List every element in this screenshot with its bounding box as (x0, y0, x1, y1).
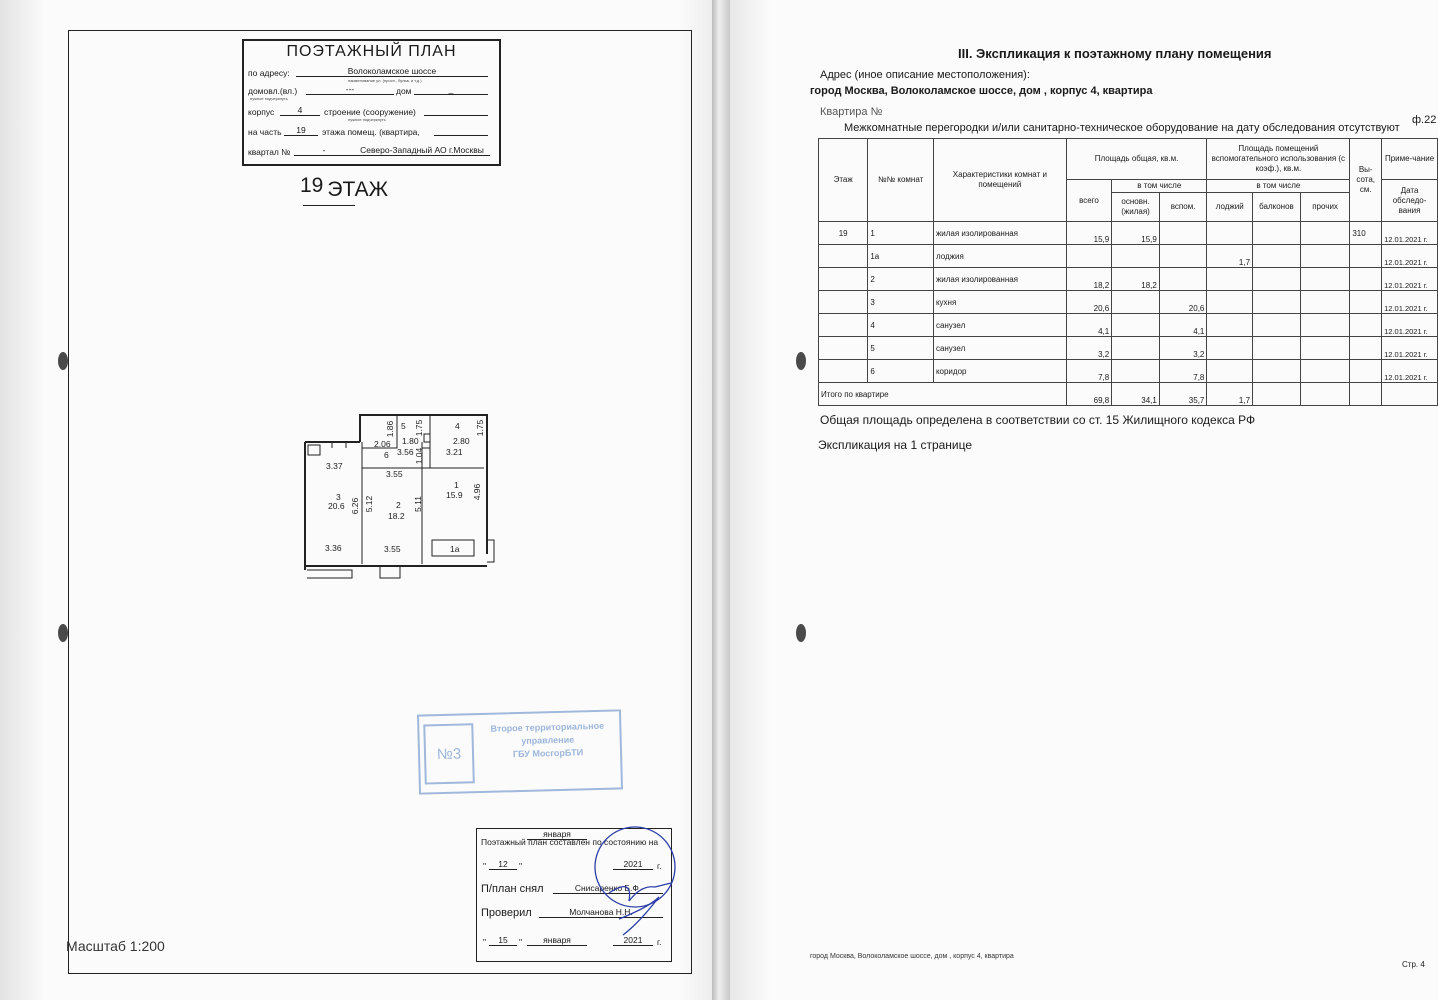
table-cell-floor (819, 291, 868, 314)
floor-word: ЭТАЖ (327, 178, 388, 201)
part-tail (434, 125, 488, 136)
status-block (476, 828, 672, 962)
floor-underline (303, 205, 355, 206)
table-cell-no: 5 (868, 337, 934, 360)
total-cell-main: 34,1 (1112, 383, 1160, 406)
binder-hole (796, 352, 806, 370)
took-value: Снисаренко Б.Ф. (553, 883, 663, 894)
table-cell-no: 4 (868, 314, 934, 337)
plan-balcony (307, 570, 352, 578)
plan-label: 1.04 (414, 447, 424, 465)
plan-label: 5.11 (413, 496, 423, 512)
col-header: Вы-сота, см. (1350, 139, 1382, 222)
floor-number: 19 (300, 174, 324, 197)
table-cell-balcony (1253, 268, 1301, 291)
kvartal-value: - (294, 145, 354, 156)
plan-label: 2 (396, 500, 401, 510)
table-cell-date: 12.01.2021 г. (1382, 337, 1438, 360)
date1-month: января (527, 829, 587, 840)
date1-day: 12 (489, 859, 517, 870)
title-stamp (242, 39, 501, 166)
col-header: Приме-чание (1382, 139, 1438, 180)
district-value: Северо-Западный АО г.Москвы (354, 145, 490, 156)
col-header: Характеристики комнат и помещений (933, 139, 1066, 222)
domovl-label: домовл.(вл.) (248, 86, 298, 96)
table-cell-balcony (1253, 291, 1301, 314)
total-cell-aux: 35,7 (1159, 383, 1207, 406)
bti-line: ГБУ МосгорБТИ (512, 747, 584, 760)
plan-label: 20.6 (328, 501, 345, 511)
plan-label: 4.96 (472, 483, 482, 501)
plan-label: 1а (450, 544, 460, 554)
table-cell-height (1350, 360, 1382, 383)
plan-label: 6 (384, 450, 389, 460)
part-suffix: этажа помещ. (квартира, (322, 127, 420, 137)
date2-month: января (527, 935, 587, 946)
table-cell-total (1066, 245, 1111, 268)
bti-stamp (417, 709, 623, 794)
table-cell-aux (1159, 245, 1207, 268)
table-cell-no: 6 (868, 360, 934, 383)
table-cell-char: лоджия (933, 245, 1066, 268)
bti-line: управление (521, 734, 575, 746)
table-cell-main (1112, 337, 1160, 360)
table-cell-aux (1159, 222, 1207, 245)
table-cell-floor (819, 337, 868, 360)
table-cell-loggia: 1,7 (1207, 245, 1253, 268)
plan-label: 1.86 (385, 420, 395, 438)
table-cell-floor (819, 360, 868, 383)
address-value: Волоколамское шоссе (296, 66, 488, 77)
page-number: Стр. 4 (1402, 960, 1425, 969)
table-cell-date: 12.01.2021 г. (1382, 222, 1438, 245)
quote: " (483, 861, 487, 871)
plan-label: 5.12 (364, 495, 374, 513)
plan-label: 15.9 (446, 490, 463, 500)
total-label: Итого по квартире (819, 383, 1067, 406)
table-cell-main (1112, 291, 1160, 314)
col-header: лоджий (1207, 193, 1253, 222)
pages-note: Экспликация на 1 странице (818, 438, 973, 452)
plan-label: 2.06 (374, 439, 391, 449)
col-header: Дата обследо-вания (1382, 180, 1438, 222)
table-cell-loggia (1207, 222, 1253, 245)
col-header: прочих (1300, 193, 1350, 222)
total-cell-empty (1253, 383, 1301, 406)
total-cell-empty (1300, 383, 1350, 406)
table-cell-date: 12.01.2021 г. (1382, 245, 1438, 268)
table-cell-aux: 20,6 (1159, 291, 1207, 314)
left-page (0, 0, 712, 1000)
table-cell-floor (819, 268, 868, 291)
table-cell-main (1112, 314, 1160, 337)
table-cell-char: коридор (933, 360, 1066, 383)
plan-label: 18.2 (388, 511, 405, 521)
table-cell-aux (1159, 268, 1207, 291)
quote: " (483, 937, 487, 947)
bti-text (477, 719, 618, 762)
table-cell-date: 12.01.2021 г. (1382, 291, 1438, 314)
address-label: Адрес (иное описание местоположения): (820, 69, 1030, 81)
explication-table (818, 138, 1438, 406)
table-cell-loggia (1207, 360, 1253, 383)
binder-hole (796, 624, 806, 642)
col-header: Этаж (819, 139, 868, 222)
plan-label: 3.55 (386, 469, 403, 479)
table-cell-char: жилая изолированная (933, 268, 1066, 291)
table-cell-loggia (1207, 268, 1253, 291)
table-cell-total: 4,1 (1066, 314, 1111, 337)
part-label: на часть (248, 127, 282, 137)
table-cell-main (1112, 360, 1160, 383)
law-note: Общая площадь определена в соответствии со ст. 15 Жилищного кодекса РФ (820, 413, 1256, 427)
binder-hole (58, 624, 68, 642)
table-cell-height (1350, 337, 1382, 360)
table-cell-total: 15,9 (1066, 222, 1111, 245)
table-cell-balcony (1253, 337, 1301, 360)
took-label: П/план снял (481, 883, 544, 895)
col-header: в том числе (1112, 180, 1207, 193)
domovl-value: --- (306, 84, 394, 95)
floor-plan (302, 412, 498, 580)
plan-label: 3.56 (397, 447, 414, 457)
table-cell-date: 12.01.2021 г. (1382, 360, 1438, 383)
table-cell-height: 310 (1350, 222, 1382, 245)
table-cell-height (1350, 314, 1382, 337)
table-cell-total: 20,6 (1066, 291, 1111, 314)
signature-stamp (589, 823, 685, 963)
table-cell-other (1300, 222, 1350, 245)
table-cell-floor (819, 245, 868, 268)
table-cell-other (1300, 291, 1350, 314)
plan-wall (487, 540, 494, 562)
col-header: Площадь помещений вспомогательного использования (с коэф.), кв.м. (1207, 139, 1350, 180)
table-cell-char: санузел (933, 337, 1066, 360)
address-label: по адресу: (248, 68, 290, 78)
plan-fixture (424, 434, 430, 442)
table-cell-date: 12.01.2021 г. (1382, 314, 1438, 337)
explication-title: III. Экспликация к поэтажному плану помещения (958, 46, 1272, 61)
plan-balcony (380, 566, 400, 578)
table-cell-balcony (1253, 245, 1301, 268)
quote: " (519, 937, 523, 947)
table-cell-date: 12.01.2021 г. (1382, 268, 1438, 291)
table-cell-other (1300, 360, 1350, 383)
plan-label: 3 (336, 492, 341, 502)
table-cell-aux: 3,2 (1159, 337, 1207, 360)
table-cell-other (1300, 245, 1350, 268)
date1-year: 2021 (613, 859, 653, 870)
col-header: в том числе (1207, 180, 1350, 193)
date2-year: 2021 (613, 935, 653, 946)
plan-label: 3.36 (325, 543, 342, 553)
col-header: всего (1066, 180, 1111, 222)
part-value: 19 (284, 125, 318, 136)
table-cell-main: 18,2 (1112, 268, 1160, 291)
dom-value: _ (414, 84, 488, 95)
table-cell-no: 1 (868, 222, 934, 245)
stroenie-label: строение (сооружение) (324, 107, 416, 117)
plan-label: 1.75 (414, 419, 424, 437)
binder-hole (58, 352, 68, 370)
address-hint: наименование ул. (просп., бульв. и т.д.) (348, 78, 422, 83)
table-cell-other (1300, 337, 1350, 360)
table-cell-no: 1а (868, 245, 934, 268)
table-cell-main (1112, 245, 1160, 268)
scale-label: Масштаб 1:200 (66, 938, 165, 954)
stroenie-value (424, 105, 488, 116)
plan-fixture (308, 445, 320, 455)
table-cell-other (1300, 268, 1350, 291)
kvartal-label: квартал № (248, 147, 291, 157)
plan-label: 4 (455, 421, 460, 431)
col-header: Площадь общая, кв.м. (1066, 139, 1207, 180)
korpus-value: 4 (280, 105, 320, 116)
table-cell-balcony (1253, 360, 1301, 383)
bti-number: №3 (423, 723, 475, 784)
table-row (819, 268, 1438, 291)
date2-g: г. (657, 937, 662, 947)
note-line: Межкомнатные перегородки и/или санитарно-техническое оборудование на дату обследования отсутствуют (844, 122, 1400, 134)
table-cell-total: 3,2 (1066, 337, 1111, 360)
plan-label: 3.21 (446, 447, 463, 457)
total-cell-empty (1382, 383, 1438, 406)
plan-label: 3.55 (384, 544, 401, 554)
table-cell-balcony (1253, 222, 1301, 245)
total-cell-loggia: 1,7 (1207, 383, 1253, 406)
floor-heading (300, 174, 388, 202)
footer-address: город Москва, Волоколамское шоссе, дом , корпус 4, квартира (810, 953, 1014, 960)
table-cell-char: санузел (933, 314, 1066, 337)
table-row (819, 245, 1438, 268)
checked-label: Проверил (481, 907, 532, 919)
table-cell-height (1350, 268, 1382, 291)
table-cell-total: 7,8 (1066, 360, 1111, 383)
plan-label: 1.80 (402, 436, 419, 446)
plan-label: 6.26 (350, 497, 360, 515)
total-cell-empty (1350, 383, 1382, 406)
table-cell-floor (819, 314, 868, 337)
form-code: ф.22 (1412, 114, 1437, 126)
table-cell-main: 15,9 (1112, 222, 1160, 245)
table-cell-height (1350, 245, 1382, 268)
table-cell-loggia (1207, 337, 1253, 360)
table-row (819, 222, 1438, 245)
col-header: основн. (жилая) (1112, 193, 1160, 222)
table-cell-char: кухня (933, 291, 1066, 314)
total-cell-total: 69,8 (1066, 383, 1111, 406)
bti-line: Второе территориальное (490, 720, 605, 734)
status-line: Поэтажный план составлен по состоянию на (481, 837, 659, 847)
table-row (819, 337, 1438, 360)
table-cell-loggia (1207, 291, 1253, 314)
table-total-row (819, 383, 1438, 406)
col-header: №№ комнат (868, 139, 934, 222)
table-cell-floor: 19 (819, 222, 868, 245)
quote: " (519, 861, 523, 871)
table-cell-no: 2 (868, 268, 934, 291)
table-cell-total: 18,2 (1066, 268, 1111, 291)
table-cell-no: 3 (868, 291, 934, 314)
apartment-label: Квартира № (820, 106, 883, 118)
plan-label: 1 (454, 480, 459, 490)
plan-label: 5 (401, 421, 406, 431)
col-header: балконов (1253, 193, 1301, 222)
col-header: вспом. (1159, 193, 1207, 222)
date1-g: г. (657, 861, 662, 871)
dom-label: дом (396, 86, 412, 96)
table-cell-aux: 7,8 (1159, 360, 1207, 383)
page-gutter (712, 0, 730, 1000)
checked-value: Молчанова Н.Н. (539, 907, 663, 918)
stroenie-hint: нужное подчеркнуть (348, 117, 386, 122)
table-row (819, 291, 1438, 314)
plan-label: 3.37 (326, 461, 343, 471)
date2-day: 15 (489, 935, 517, 946)
table-row (819, 314, 1438, 337)
table-cell-other (1300, 314, 1350, 337)
table-cell-char: жилая изолированная (933, 222, 1066, 245)
table-cell-aux: 4,1 (1159, 314, 1207, 337)
stamp-title: ПОЭТАЖНЫЙ ПЛАН (286, 43, 457, 60)
table-row (819, 360, 1438, 383)
korpus-label: корпус (248, 107, 275, 117)
address-value: город Москва, Волоколамское шоссе, дом , корпус 4, квартира (810, 85, 1153, 97)
right-page (730, 0, 1438, 1000)
plan-label: 2.80 (453, 436, 470, 446)
plan-label: 1.75 (475, 419, 485, 437)
domovl-hint: нужное подчеркнуть (250, 96, 288, 101)
table-cell-loggia (1207, 314, 1253, 337)
table-cell-height (1350, 291, 1382, 314)
table-cell-balcony (1253, 314, 1301, 337)
